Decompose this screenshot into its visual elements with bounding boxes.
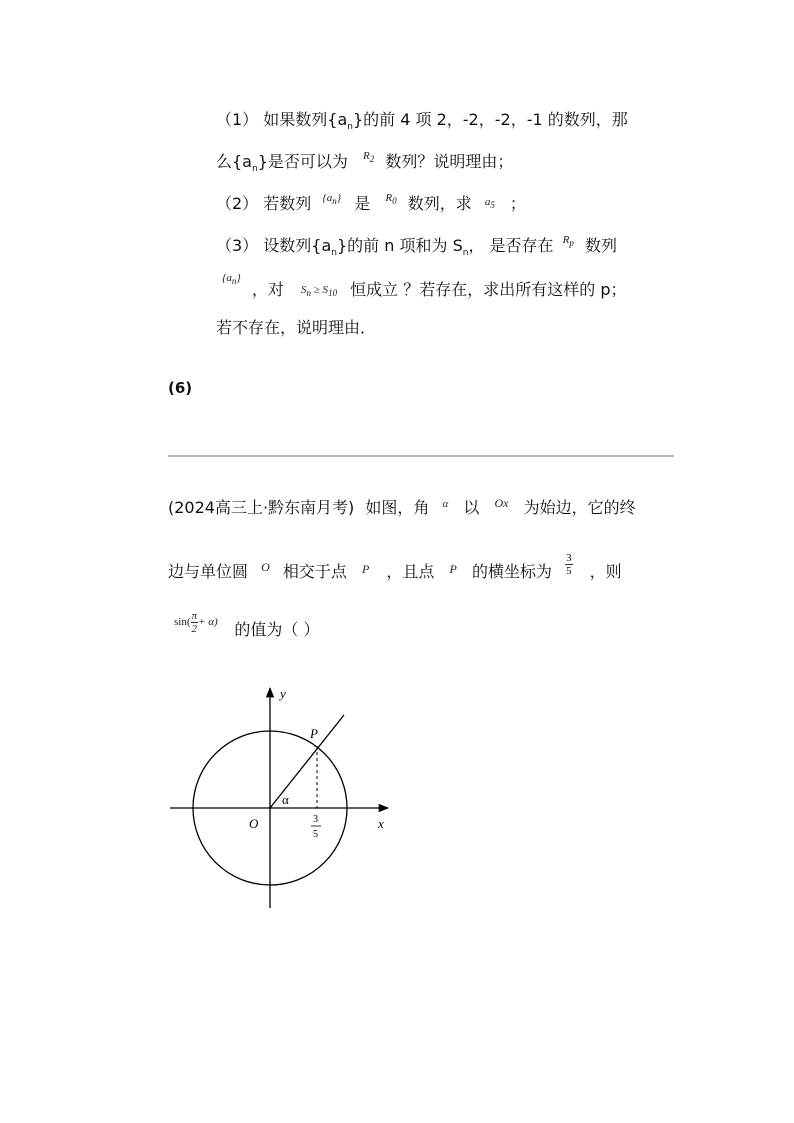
part-3-line-1: （3） 设数列$\{a_n\}$的前 n 项和为 $S_n$， 是否存在 $^{R_p}$ 数列 bbox=[216, 234, 617, 259]
math-sn-ineq: Sn ≥ S10 bbox=[301, 284, 338, 299]
section-divider bbox=[168, 455, 674, 457]
math-R2: R2 bbox=[363, 150, 375, 165]
part-3-line-2: $^{\{a_n\}}$ ，对 $_{S_n \ge S_{10}}$ 恒成立 ？若存在，求出所有这样的 p； bbox=[222, 272, 627, 299]
unit-circle-figure bbox=[160, 680, 400, 920]
part-1-line-2: 么$\{a_n\}$是否可以为 $^{R_2}$ 数列？说明理由； bbox=[216, 150, 514, 175]
math-ox: Ox bbox=[494, 496, 509, 510]
math-a5: a5 bbox=[484, 196, 495, 211]
math-R0: R0 bbox=[385, 192, 397, 207]
tick-numerator: 3 bbox=[313, 814, 318, 825]
math-sin-expr: sin( π 2 + α) bbox=[174, 610, 218, 635]
q6-line-3: $^{sin( \frac{\pi}{2} + \alpha)}$ 的值为（ ） bbox=[174, 610, 320, 640]
y-axis-label: y bbox=[280, 686, 286, 701]
part-2-line: （2） 若数列 $^{\{a_n\}}$ 是 $^{R_0}$ 数列，求 $^{a_5}$ ； bbox=[216, 192, 526, 213]
fraction-three-fifths: $\frac{3}{5}$ bbox=[566, 552, 572, 577]
tick-denominator: 5 bbox=[313, 829, 318, 840]
question-number: (6) bbox=[168, 379, 193, 397]
q6-line-1: (2024高三上·黔东南月考) 如图，角 $^\alpha$ 以 $^{Ox}$ 为始边，它的终 bbox=[168, 496, 636, 517]
math-an-set-2: {an} bbox=[222, 272, 241, 287]
part-1-line-1: （1） 如果数列$\{a_n\}$的前 4 项 2，-2，-2，-1 的数列，那 bbox=[216, 110, 628, 133]
math-P: P bbox=[361, 562, 370, 576]
math-O: O bbox=[261, 560, 270, 574]
x-axis-label: x bbox=[378, 816, 384, 831]
math-Rp: Rp bbox=[562, 234, 574, 249]
angle-label: α bbox=[282, 792, 289, 807]
point-p-label: P bbox=[310, 726, 318, 741]
math-alpha: α bbox=[442, 498, 449, 510]
q6-line-2: 边与单位圆 $^O$ 相交于点 $^P$ ，且点 $^P$ 的横坐标为 $\frac{3}{5}$ ，则 bbox=[168, 552, 622, 581]
source-tag: (2024高三上·黔东南月考) bbox=[168, 498, 355, 517]
math-an-set: {an} bbox=[322, 192, 342, 207]
part-3-line-3: 若不存在，说明理由． bbox=[216, 318, 377, 337]
math-P-2: P bbox=[449, 562, 457, 576]
origin-label: O bbox=[249, 816, 259, 831]
